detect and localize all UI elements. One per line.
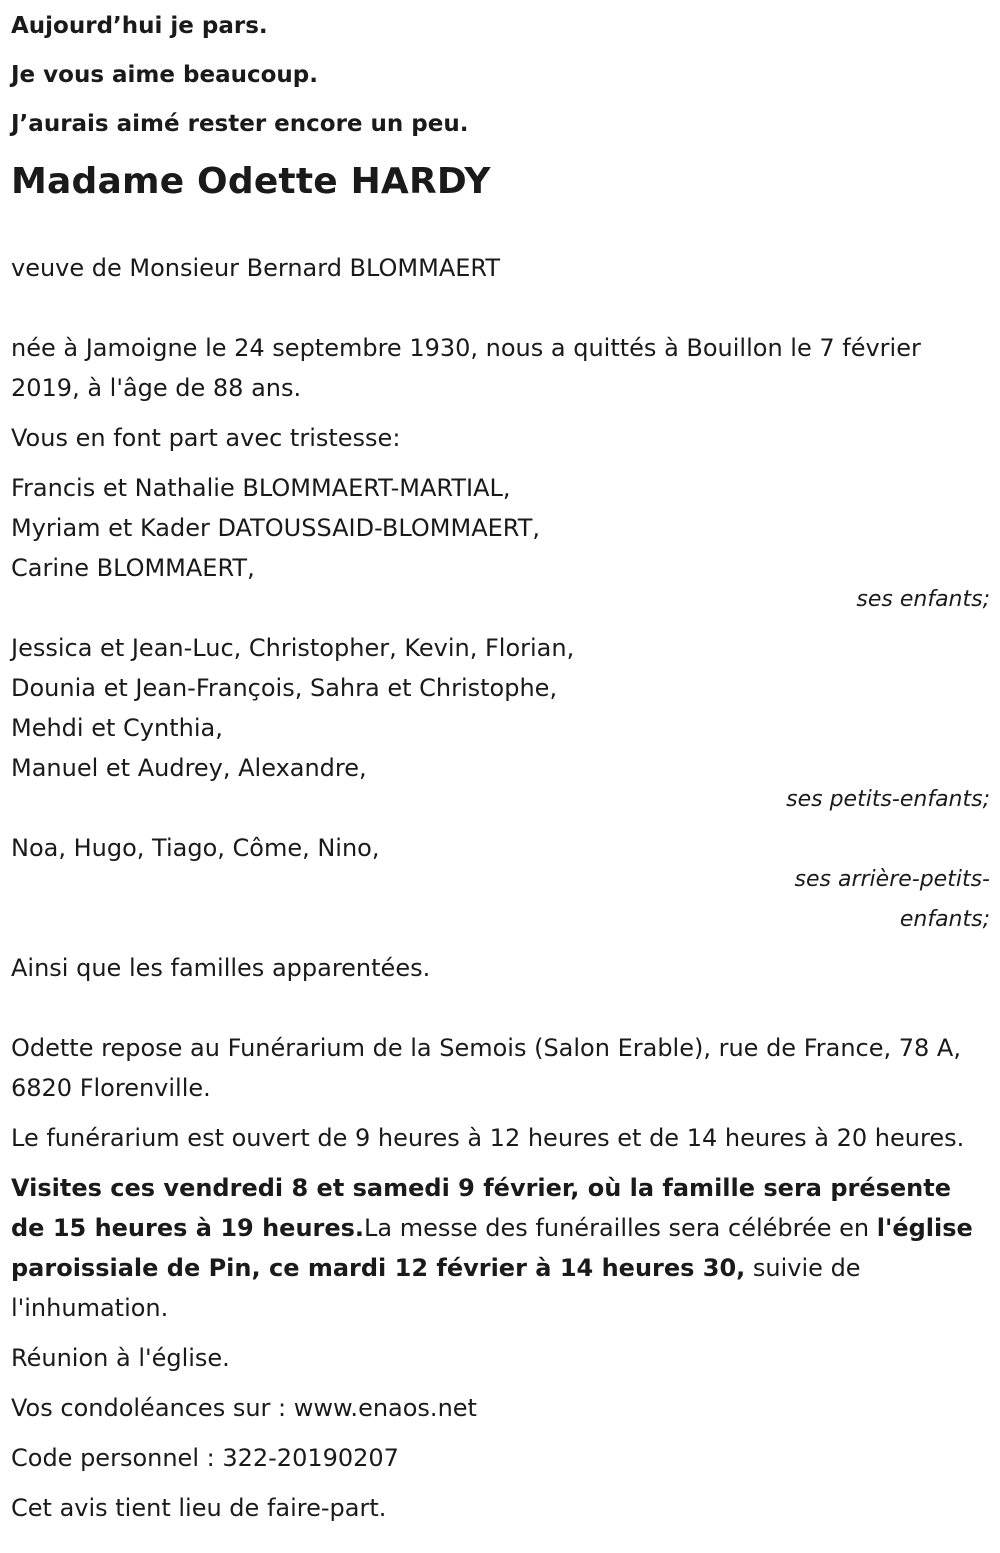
deceased-name: Madame Odette HARDY xyxy=(11,161,491,202)
grandchildren-relation: ses petits-enfants; xyxy=(786,787,990,812)
children-group xyxy=(11,468,990,620)
personal-code: Code personnel : 322-20190207 xyxy=(11,1444,399,1472)
great-grandchildren-relation: ses arrière-petits-enfants; xyxy=(794,867,990,932)
visits-paragraph xyxy=(11,1168,990,1328)
grandchildren-name-2: Dounia et Jean-François, Sahra et Christophe, xyxy=(11,674,558,702)
intro-line-2: Je vous aime beaucoup. xyxy=(11,62,318,88)
birth-death: née à Jamoigne le 24 septembre 1930, nous a quittés à Bouillon le 7 février 2019, à l'âge de 88 ans. xyxy=(11,334,921,402)
children-name-2: Myriam et Kader DATOUSSAID-BLOMMAERT, xyxy=(11,514,540,542)
burial-text: suivie de l'inhumation. xyxy=(11,1254,861,1322)
children-relation: ses enfants; xyxy=(856,587,990,612)
meeting-line: Réunion à l'église. xyxy=(11,1344,230,1372)
grandchildren-name-3: Mehdi et Cynthia, xyxy=(11,714,223,742)
widow-of: veuve de Monsieur Bernard BLOMMAERT xyxy=(11,254,501,282)
mass-text: La messe des funérailles sera célébrée en xyxy=(364,1214,877,1242)
visits-bold: Visites ces vendredi 8 et samedi 9 février, où la famille sera présente de 15 heures à 19 heures. xyxy=(11,1174,952,1242)
announcement: Vous en font part avec tristesse: xyxy=(11,424,401,452)
families-line: Ainsi que les familles apparentées. xyxy=(11,954,431,982)
grandchildren-group xyxy=(11,628,990,820)
church-bold: l'église paroissiale de Pin, ce mardi 12 février à 14 heures 30, xyxy=(11,1214,973,1282)
great-grandchildren-name-1: Noa, Hugo, Tiago, Côme, Nino, xyxy=(11,834,380,862)
repose-line: Odette repose au Funérarium de la Semois (Salon Erable), rue de France, 78 A, 6820 Florenville. xyxy=(11,1034,961,1102)
condolences-line: Vos condoléances sur : www.enaos.net xyxy=(11,1394,477,1422)
intro-line-1: Aujourd’hui je pars. xyxy=(11,13,268,39)
great-grandchildren-group xyxy=(11,828,990,940)
funerarium-hours: Le funérarium est ouvert de 9 heures à 12 heures et de 14 heures à 20 heures. xyxy=(11,1124,965,1152)
children-name-3: Carine BLOMMAERT, xyxy=(11,554,255,582)
children-name-1: Francis et Nathalie BLOMMAERT-MARTIAL, xyxy=(11,474,511,502)
grandchildren-name-4: Manuel et Audrey, Alexandre, xyxy=(11,754,367,782)
grandchildren-name-1: Jessica et Jean-Luc, Christopher, Kevin, Florian, xyxy=(11,634,575,662)
notice-line: Cet avis tient lieu de faire-part. xyxy=(11,1494,387,1522)
intro-line-3: J’aurais aimé rester encore un peu. xyxy=(11,111,469,137)
